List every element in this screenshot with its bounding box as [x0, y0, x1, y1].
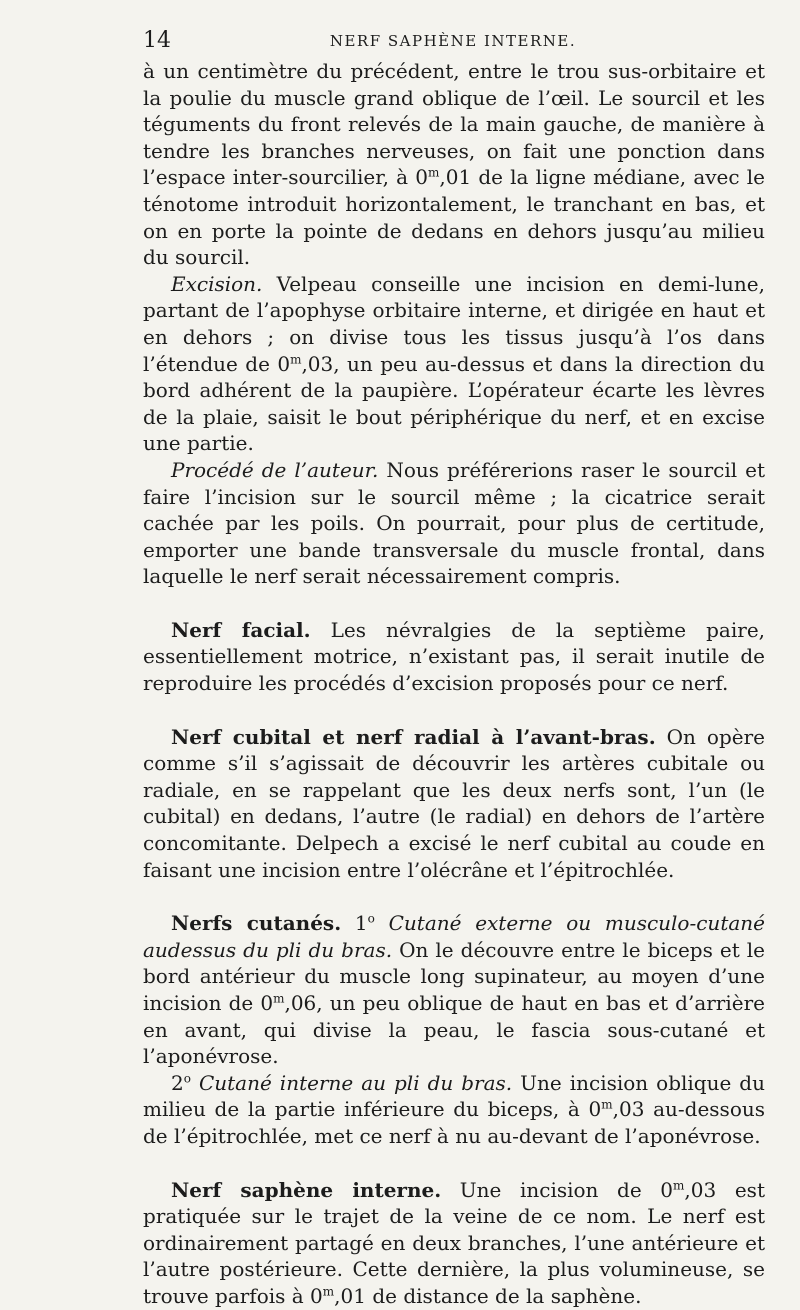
unit-superscript: m: [290, 351, 302, 366]
paragraph-text: Velpeau conseille une incision en demi-lune, partant de l’apophyse orbitaire interne, et dirigée en haut et en dehors ; on divise tous les tissus jusqu’à l’os dans l’étendue de 0: [143, 271, 765, 376]
paragraph-text: Une incision oblique du milieu de la partie inférieure du biceps, à 0: [143, 1070, 765, 1122]
unit-superscript: m: [273, 991, 285, 1006]
paragraph-text: On le découvre entre le biceps et le bord antérieur du muscle long supinateur, au moyen d’une incision de 0: [143, 937, 765, 1015]
paragraph-continuation: [143, 58, 765, 271]
item-number: 2: [171, 1070, 184, 1095]
unit-superscript: m: [427, 165, 440, 180]
ordinal-superscript: o: [183, 1071, 191, 1086]
paragraph-text: à un centimètre du précédent, entre le trou sus-orbitaire et la poulie du muscle grand oblique de l’œil. Le sourcil et les téguments du front relevés de la main gauche, de manière à tendre les branches nerveuses, on fait une ponction dans l’espace inter-sourcilier, à 0: [143, 59, 765, 190]
item-number: 1: [341, 911, 368, 936]
paragraph-nerf-saphene: [143, 1177, 765, 1310]
paragraph-lead: Excision.: [171, 271, 263, 296]
paragraph-nerf-facial: [143, 617, 765, 697]
paragraph-text: Les névralgies de la septième paire, essentiellement motrice, n’existant pas, il serait inutile de reproduire les procédés d’excision proposés pour ce nerf.: [143, 617, 766, 696]
section-heading: Nerf facial.: [171, 617, 311, 642]
paragraph-cutane-interne: [143, 1070, 765, 1150]
paragraph-text: ,03 est pratiquée sur le trajet de la veine de ce nom. Le nerf est ordinairement partagé en deux branches, l’une antérieure et l’autre postérieure. Cette dernière, la plus volumineuse, se trouve parfois à 0: [143, 1177, 765, 1308]
page-number: 14: [143, 28, 171, 53]
paragraph-excision: [143, 271, 765, 457]
unit-superscript: m: [322, 1284, 335, 1299]
paragraph-nerf-cubital: [143, 724, 765, 884]
paragraph-text: ,06, un peu oblique de haut en bas et d’arrière en avant, qui divise la peau, le fascia sous-cutané et l’aponévrose.: [143, 991, 765, 1069]
paragraph-text: ,03 au-dessous de l’épitrochlée, met ce nerf à nu au-devant de l’aponévrose.: [143, 1097, 766, 1148]
paragraph-text: Nous préférerions raser le sourcil et faire l’incision sur le sourcil même ; la cicatrice serait cachée par les poils. On pourrait, pour plus de certitude, emporter une bande transversale du muscle frontal, dans laquelle le nerf serait nécessairement compris.: [143, 457, 765, 589]
paragraph-text: On opère comme s’il s’agissait de découvrir les artères cubitale ou radiale, en se rappelant que les deux nerfs sont, l’un (le cubital) en dedans, l’autre (le radial) en dehors de l’artère concomitante. Delpech a excisé le nerf cubital au coude en faisant une incision entre l’olécrâne et l’épitrochlée.: [143, 724, 765, 882]
paragraph-text: ,01 de la ligne médiane, avec le ténotome introduit horizontalement, le tranchant en bas, et on en porte la pointe de dedans en dehors jusqu’au milieu du sourcil.: [143, 165, 765, 270]
ordinal-superscript: o: [367, 911, 375, 926]
paragraph-nerfs-cutanes: [143, 910, 765, 1070]
page-header: [143, 26, 763, 54]
unit-superscript: m: [673, 1177, 685, 1192]
section-heading: Nerfs cutanés.: [171, 911, 342, 936]
body-text: [143, 58, 765, 1310]
paragraph-text: ,01 de distance de la saphène.: [334, 1283, 642, 1308]
paragraph-text: Une incision de 0: [441, 1177, 674, 1202]
unit-superscript: m: [601, 1097, 613, 1112]
section-heading: Nerf cubital et nerf radial à l’avant-bras.: [171, 724, 656, 749]
subheading: Cutané externe ou musculo-cutané audessus du pli du bras.: [143, 911, 765, 962]
paragraph-lead: Procédé de l’auteur.: [171, 457, 379, 482]
paragraph-procede: [143, 457, 765, 590]
section-heading: Nerf saphène interne.: [171, 1177, 442, 1202]
subheading: Cutané interne au pli du bras.: [190, 1070, 513, 1095]
running-title: NERF SAPHÈNE INTERNE.: [329, 32, 577, 50]
paragraph-text: ,03, un peu au-dessus et dans la direction du bord adhérent de la paupière. L’opérateur écarte les lèvres de la plaie, saisit le bout périphérique du nerf, et en excise une partie.: [143, 351, 765, 456]
